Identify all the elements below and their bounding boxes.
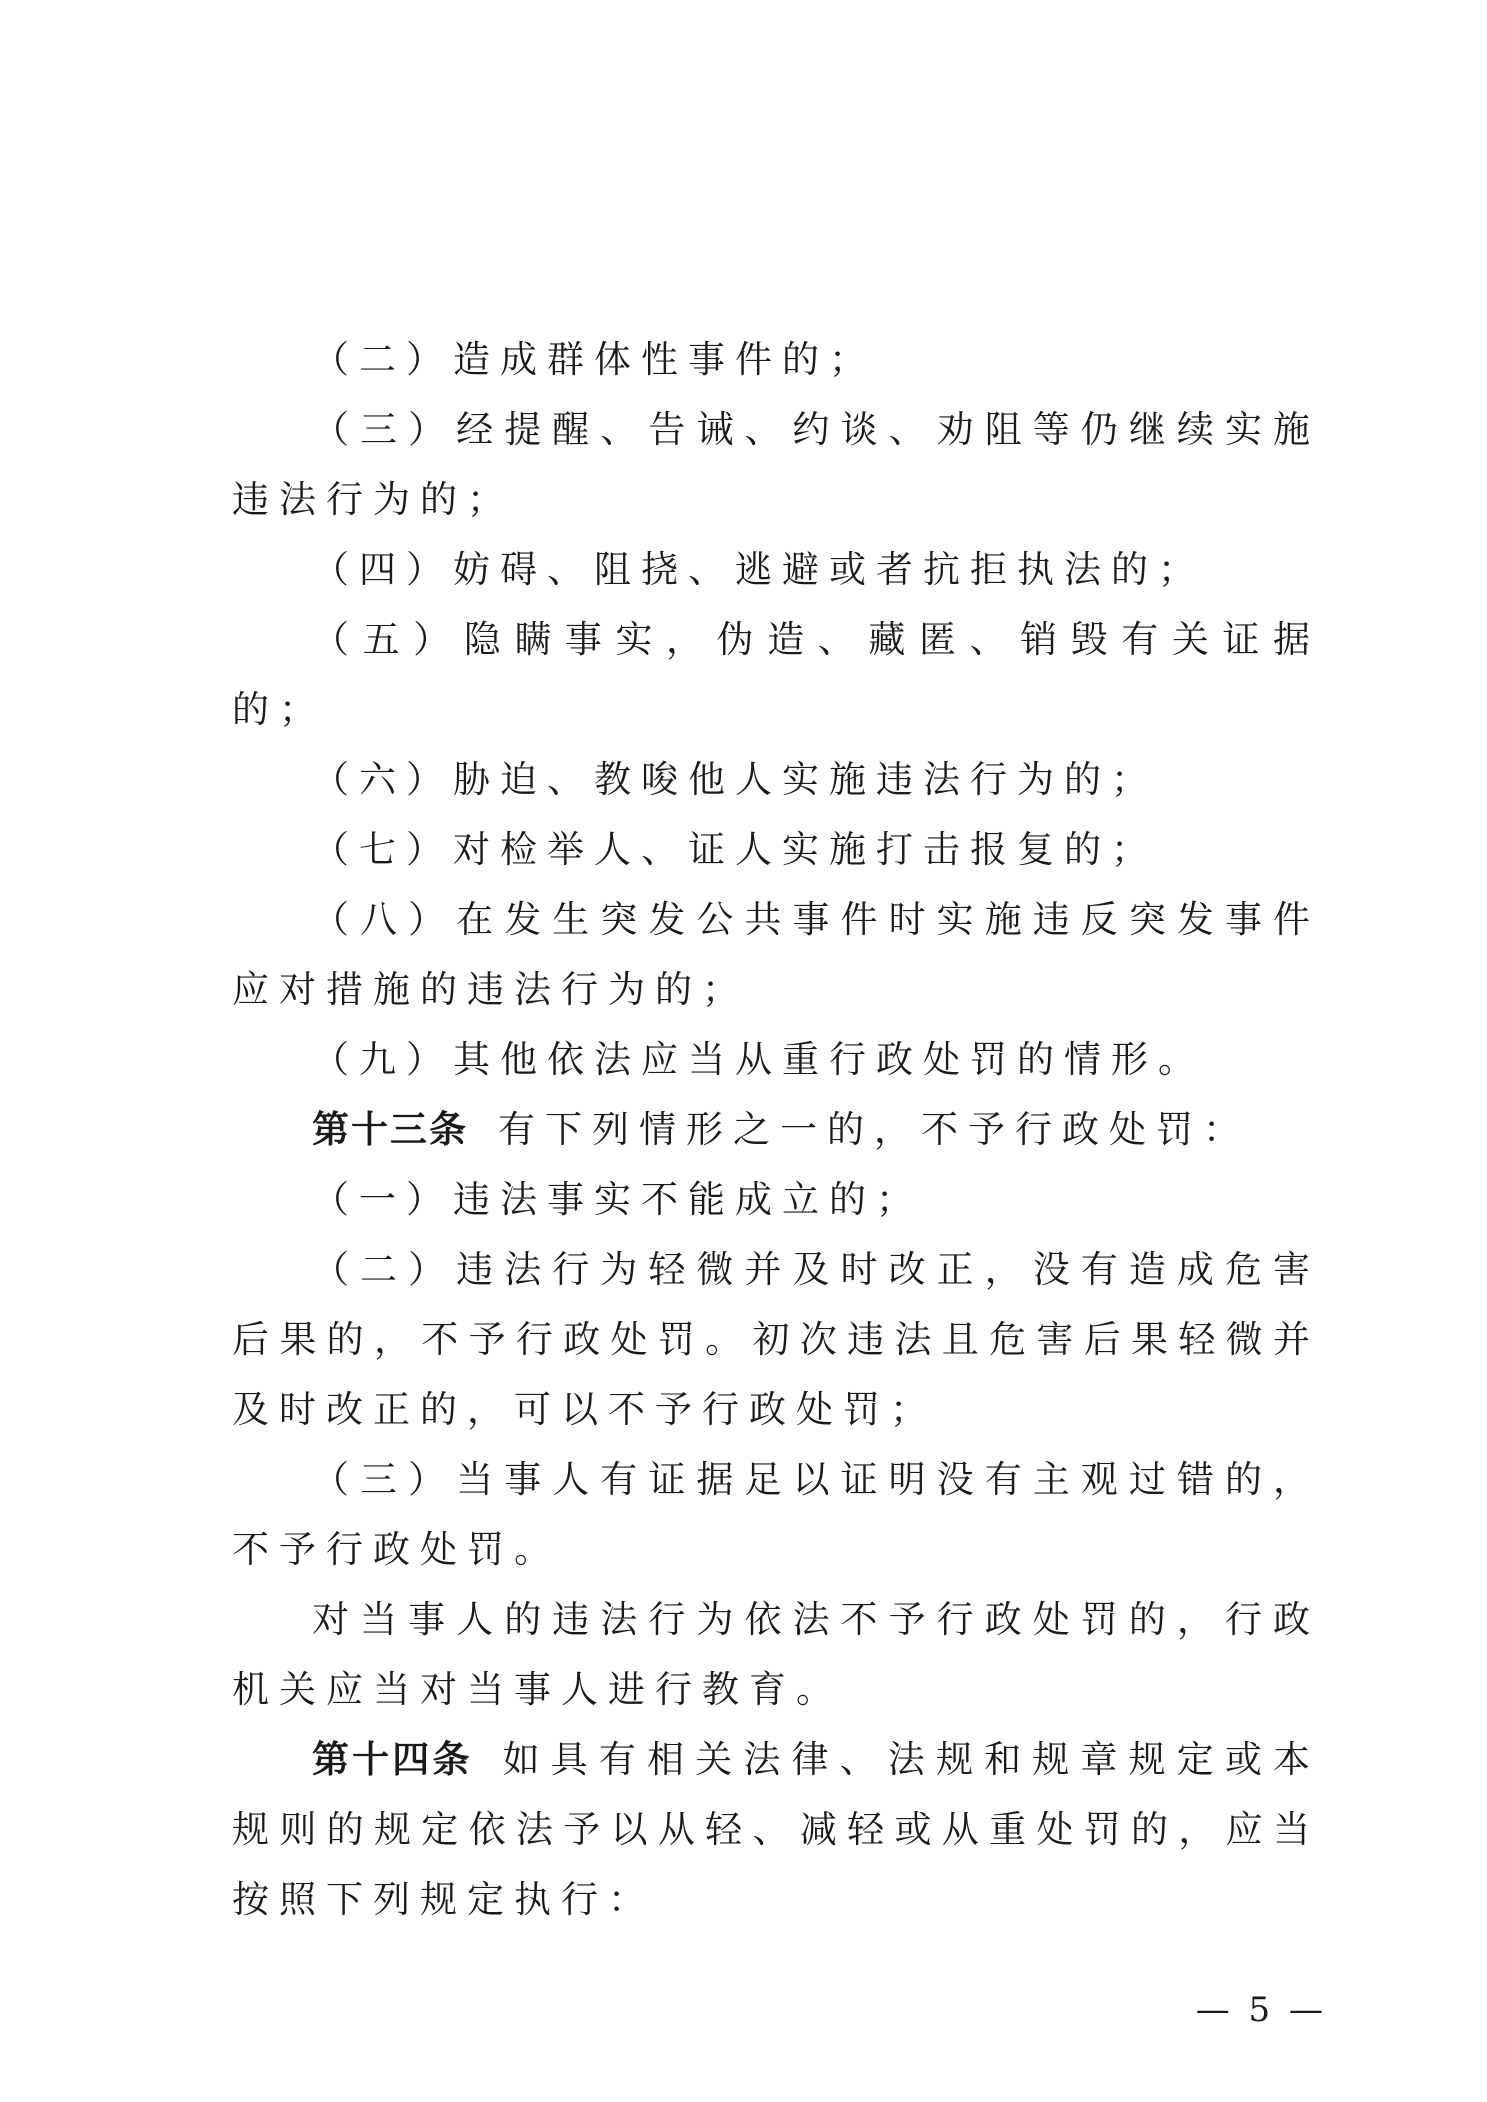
paragraph-text: （五）隐瞒事实，伪造、藏匿、销毁有关证据的； bbox=[232, 618, 1320, 731]
paragraph-text: （六）胁迫、教唆他人实施违法行为的； bbox=[312, 758, 1158, 801]
paragraph-text: 有下列情形之一的，不予行政处罚： bbox=[498, 1108, 1250, 1151]
paragraph bbox=[232, 395, 1320, 535]
paragraph-text: 如具有相关法律、法规和规章规定或本规则的规定依法予以从轻、减轻或从重处罚的，应当按照下列规定执行： bbox=[232, 1738, 1321, 1921]
paragraph bbox=[232, 1445, 1320, 1585]
page-number: — 5 — bbox=[1195, 1990, 1327, 2030]
paragraph-text: （三）当事人有证据足以证明没有主观过错的，不予行政处罚。 bbox=[232, 1458, 1320, 1571]
paragraph-text: （四）妨碍、阻挠、逃避或者抗拒执法的； bbox=[312, 548, 1205, 591]
paragraph-text: （三）经提醒、告诫、约谈、劝阻等仍继续实施违法行为的； bbox=[232, 408, 1320, 521]
paragraph-text: 对当事人的违法行为依法不予行政处罚的，行政机关应当对当事人进行教育。 bbox=[232, 1598, 1320, 1711]
article-paragraph bbox=[232, 1725, 1320, 1935]
paragraph-text: （九）其他依法应当从重行政处罚的情形。 bbox=[312, 1038, 1205, 1081]
document-body bbox=[232, 325, 1320, 1935]
paragraph bbox=[232, 1025, 1320, 1095]
paragraph-text: （二）造成群体性事件的； bbox=[312, 338, 876, 381]
paragraph-text: （一）违法事实不能成立的； bbox=[312, 1178, 923, 1221]
article-paragraph bbox=[232, 1095, 1320, 1165]
paragraph bbox=[232, 605, 1320, 745]
paragraph bbox=[232, 1585, 1320, 1725]
paragraph bbox=[232, 1165, 1320, 1235]
article-heading: 第十四条 bbox=[312, 1738, 473, 1781]
paragraph bbox=[232, 885, 1320, 1025]
paragraph bbox=[232, 815, 1320, 885]
article-heading: 第十三条 bbox=[312, 1108, 468, 1151]
paragraph-text: （二）违法行为轻微并及时改正，没有造成危害后果的，不予行政处罚。初次违法且危害后果轻微并及时改正的，可以不予行政处罚； bbox=[232, 1248, 1320, 1431]
paragraph bbox=[232, 745, 1320, 815]
paragraph-text: （七）对检举人、证人实施打击报复的； bbox=[312, 828, 1158, 871]
paragraph bbox=[232, 535, 1320, 605]
paragraph bbox=[232, 1235, 1320, 1445]
paragraph-text: （八）在发生突发公共事件时实施违反突发事件应对措施的违法行为的； bbox=[232, 898, 1320, 1011]
paragraph bbox=[232, 325, 1320, 395]
